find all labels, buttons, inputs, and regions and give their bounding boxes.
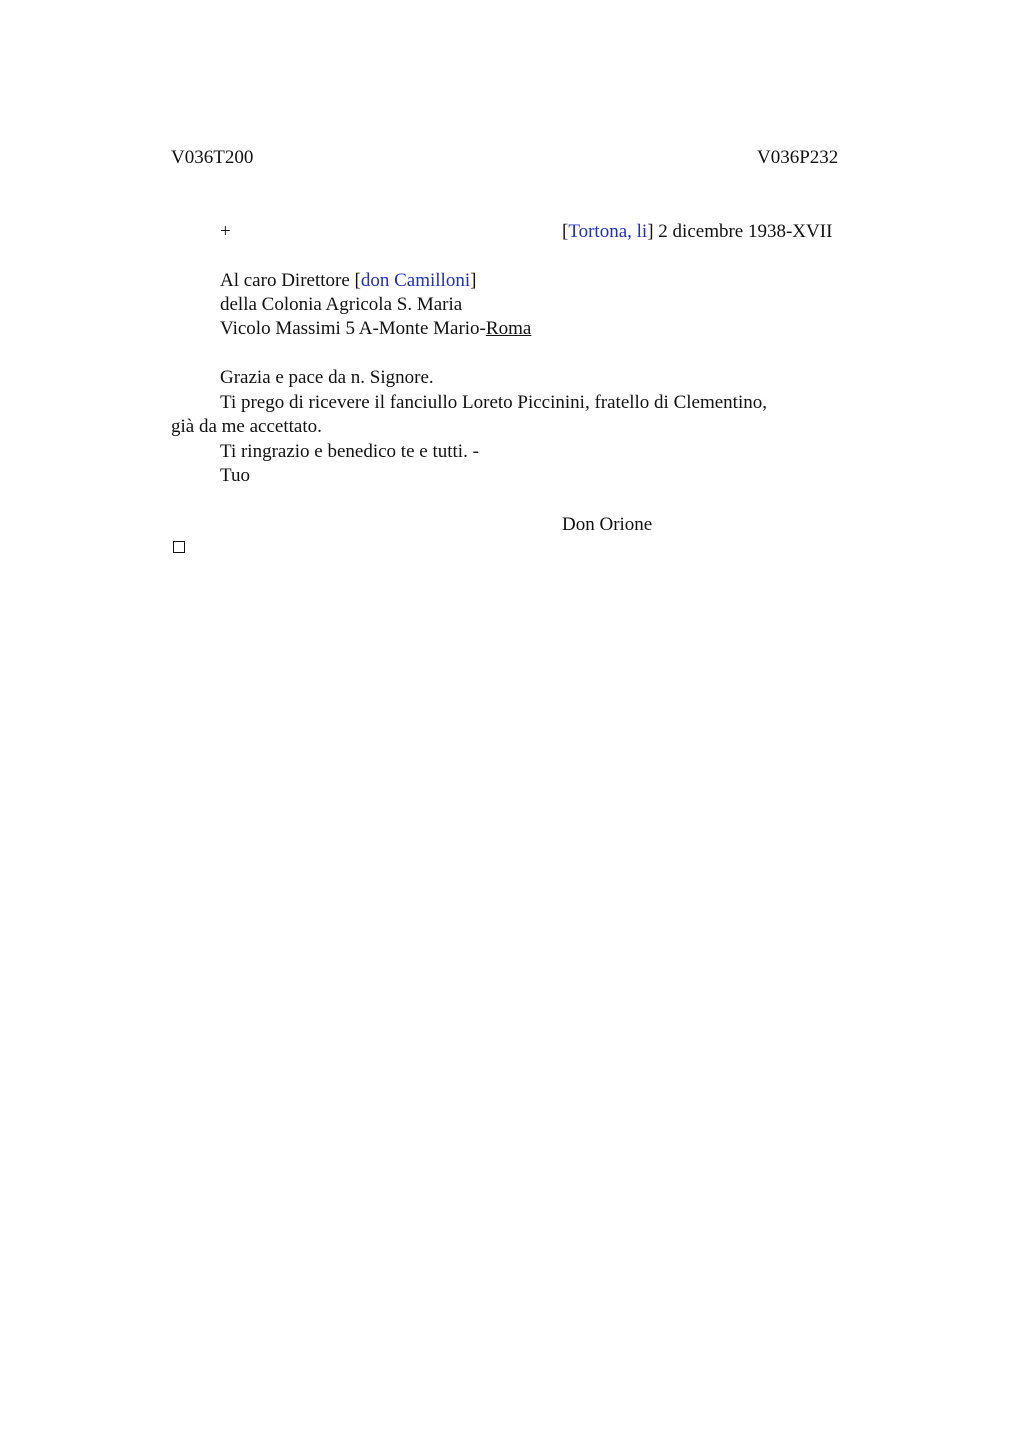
signature: Don Orione	[562, 514, 653, 535]
place-name: Tortona, li	[568, 221, 648, 242]
address-line-2: della Colonia Agricola S. Maria	[220, 294, 463, 315]
address-line-1	[220, 269, 476, 293]
body-paragraph-1-line-2: già da me accettato.	[171, 416, 322, 437]
recipient-name: don Camilloni	[360, 270, 471, 291]
bracket-open: [	[562, 221, 569, 242]
document-code-left: V036T200	[171, 147, 254, 168]
empty-square-icon	[173, 541, 185, 553]
address-recipient-title: Al caro Direttore [	[220, 270, 361, 291]
greeting: Grazia e pace da n. Signore.	[220, 367, 434, 388]
address-street: Vicolo Massimi 5 A-Monte Mario-	[220, 318, 486, 339]
cross-mark: +	[220, 221, 231, 242]
body-paragraph-1-line-1: Ti prego di ricevere il fanciullo Loreto Piccinini, fratello di Clementino,	[220, 392, 767, 413]
letter-date: 2 dicembre 1938-XVII	[653, 221, 833, 242]
document-code-right: V036P232	[757, 147, 839, 168]
body-paragraph-2: Ti ringrazio e benedico te e tutti. -	[220, 441, 479, 462]
bracket-close: ]	[647, 221, 654, 242]
address-line-3	[220, 317, 531, 341]
closing: Tuo	[220, 465, 250, 486]
place-date-line	[562, 220, 832, 244]
address-bracket-close: ]	[470, 270, 477, 291]
address-city: Roma	[485, 318, 532, 339]
